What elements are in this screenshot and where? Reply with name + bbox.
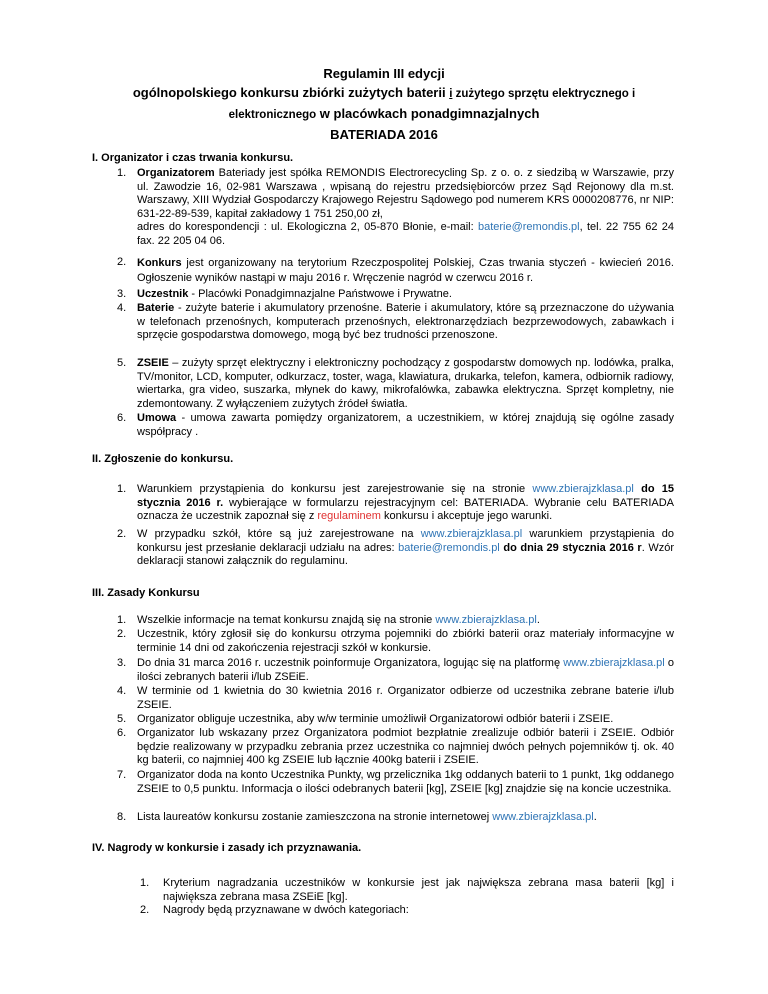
section-4-heading: IV. Nagrody w konkursie i zasady ich przyznawania. bbox=[92, 842, 362, 854]
title-line-3 bbox=[60, 104, 708, 125]
item-text: jest organizowany na terytorium Rzeczpospolitej Polskiej, Czas trwania styczeń - kwiecień 2016. Ogłoszenie wyników nastąpi w maju 2016 r. Wręczenie nagród w czerwcu 2016 r. bbox=[137, 257, 674, 284]
item-text: wybierające w formularzu rejestracyjnym cel: BATERIADA. Wybranie celu BATERIADA oznacza że uczestnik zapoznał się z bbox=[137, 496, 674, 523]
list-number: 1. bbox=[140, 877, 150, 889]
list-item bbox=[137, 811, 682, 825]
list-item bbox=[137, 483, 674, 524]
list-number: 6. bbox=[117, 412, 127, 424]
list-item bbox=[137, 614, 674, 628]
list-number: 2. bbox=[117, 528, 127, 540]
item-text: o ilości zebranych baterii i/lub ZSEiE. bbox=[137, 657, 674, 683]
document-title bbox=[60, 64, 708, 144]
title-line-2b: i bbox=[449, 88, 453, 100]
regulamin-link[interactable]: regulaminem bbox=[317, 510, 381, 523]
list-number: 2. bbox=[117, 256, 127, 268]
item-text: - Placówki Ponadgimnazjalne Państwowe i Prywatne. bbox=[188, 288, 452, 300]
title-line-3b: w placówkach ponadgimnazjalnych bbox=[316, 106, 540, 121]
website-link[interactable]: www.zbierajzklasa.pl bbox=[420, 528, 523, 540]
term: Baterie bbox=[137, 302, 175, 314]
item-text: Do dnia 31 marca 2016 r. uczestnik poinformuje Organizatora, logując się na platformę bbox=[137, 657, 564, 669]
list-number: 2. bbox=[117, 628, 127, 640]
list-item bbox=[137, 528, 674, 569]
list-number: 3. bbox=[117, 657, 127, 669]
list-number: 6. bbox=[117, 727, 127, 739]
list-number: 1. bbox=[117, 167, 127, 179]
list-item bbox=[137, 357, 674, 411]
list-number: 7. bbox=[117, 769, 127, 781]
list-item: W terminie od 1 kwietnia do 30 kwietnia 2016 r. Organizator odbierze od uczestnika zebrane baterie i/lub ZSEIE. bbox=[137, 685, 674, 711]
deadline: do 15 stycznia 2016 r. bbox=[137, 483, 674, 509]
title-line-2 bbox=[60, 83, 708, 104]
item-text: Lista laureatów konkursu zostanie zamieszczona na stronie internetowej bbox=[137, 811, 493, 823]
title-line-3a: elektronicznego bbox=[228, 109, 317, 121]
list-number: 4. bbox=[117, 685, 127, 697]
item-text: , tel. 22 755 62 24 fax. 22 205 04 06. bbox=[137, 221, 674, 247]
email-link[interactable]: baterie@remondis.pl bbox=[398, 541, 500, 554]
email-link[interactable]: baterie@remondis.pl bbox=[477, 221, 580, 234]
website-link[interactable]: www.zbierajzklasa.pl bbox=[435, 614, 537, 626]
item-text: . bbox=[593, 811, 597, 823]
list-number: 5. bbox=[117, 713, 127, 725]
title-line-1: Regulamin III edycji bbox=[323, 66, 445, 81]
list-number: 2. bbox=[140, 904, 150, 916]
list-item bbox=[137, 288, 674, 302]
list-item: Organizator doda na konto Uczestnika Punkty, wg przelicznika 1kg oddanych baterii to 1 punkt, 1kg oddanego ZSEIE to 0,5 punktu. Informacja o ilości odebranych baterii [kg], ZSEIE [kg] znajdzie się na koncie uczestnika. bbox=[137, 769, 674, 795]
website-link[interactable]: www.zbierajzklasa.pl bbox=[563, 657, 665, 669]
title-line-2a: ogólnopolskiego konkursu zbiórki zużytych baterii bbox=[132, 85, 450, 100]
list-item bbox=[137, 412, 674, 439]
item-text: – zużyty sprzęt elektryczny i elektroniczny pochodzący z gospodarstw domowych np. lodówka, pralka, TV/monitor, LCD, komputer, odkurzacz, toster, waga, klawiatura, drukarka, telefon, kamera, odbiornik radiowy, wiertarka, gra video, suszarka, młynek do kawy, mikrofalówka, zabawka elektryczna. Sprzęt kompletny, nie zdemontowany. Z wyłączeniem zużytych źródeł światła. bbox=[137, 357, 674, 410]
item-text: - umowa zawarta pomiędzy organizatorem, a uczestnikiem, w której znajdują się ogólne zasady współpracy . bbox=[137, 412, 674, 438]
list-item: Kryterium nagradzania uczestników w konkursie jest jak największa zebrana masa baterii [kg] i największa zebrana masa ZSEiE [kg]. bbox=[163, 877, 674, 903]
item-text: . bbox=[536, 614, 540, 626]
section-3-heading: III. Zasady Konkursu bbox=[92, 587, 200, 599]
title-line-4: BATERIADA 2016 bbox=[330, 127, 438, 142]
list-number: 3. bbox=[117, 288, 127, 300]
item-text: . Wzór deklaracji stanowi załącznik do regulaminu. bbox=[137, 541, 675, 568]
term: Uczestnik bbox=[137, 288, 189, 300]
list-item bbox=[137, 657, 674, 684]
term: ZSEIE bbox=[137, 357, 169, 369]
section-2-heading: II. Zgłoszenie do konkursu. bbox=[92, 453, 234, 465]
list-item bbox=[137, 302, 674, 343]
list-item: Organizator lub wskazany przez Organizatora podmiot bezpłatnie zrealizuje odbiór baterii i ZSEIE. Odbiór będzie realizowany w przypadku zebrania przez uczestnika co najmniej dwóch pełnych pojemników tj. ok. 40 kg baterii, co najmniej 400 kg ZSEIE lub łącznie 400kg baterii i ZSEIE. bbox=[137, 727, 674, 767]
deadline: do dnia 29 stycznia 2016 r bbox=[499, 541, 642, 554]
item-text: konkursu i akceptuje jego warunki. bbox=[380, 510, 553, 523]
item-text: Bateriady jest spółka REMONDIS Electrorecycling Sp. z o. o. z siedzibą w Warszawie, przy ul. Zawodzie 16, 02-981 Warszawa , wpisaną do rejestru przedsiębiorców przez Sąd Rejonowy dla m.st. Warszawy, XIII Wydział Gospodarczy Krajowego Rejestru Sądowego pod numerem KRS 0000208776, nr NIP: 631-22-89-539, kapitał zakładowy 1 751 250,00 zł, bbox=[137, 167, 674, 220]
list-number: 8. bbox=[117, 811, 127, 823]
term: Umowa bbox=[137, 412, 177, 424]
list-number: 4. bbox=[117, 302, 127, 314]
website-link[interactable]: www.zbierajzklasa.pl bbox=[532, 483, 634, 495]
list-number: 1. bbox=[117, 483, 127, 495]
item-text: - zużyte baterie i akumulatory przenośne. Baterie i akumulatory, które są przeznaczone do używania w telefonach przenośnych, komputerach przenośnych, elektronarzędziach bezprzewodowych, zabawkach i sprzęcie gospodarstwa domowego, mogą być bez trudności przenoszone. bbox=[137, 302, 674, 342]
item-text: adres do korespondencji : ul. Ekologiczna 2, 05-870 Błonie, e-mail: bbox=[137, 221, 478, 234]
term: Organizatorem bbox=[137, 167, 215, 179]
list-item: Organizator obliguje uczestnika, aby w/w terminie umożliwił Organizatorowi odbiór baterii i ZSEIE. bbox=[137, 713, 614, 725]
list-item bbox=[137, 256, 674, 286]
item-text: Warunkiem przystąpienia do konkursu jest zarejestrowanie się na stronie bbox=[137, 483, 533, 495]
item-text: W przypadku szkół, które są już zarejestrowane na bbox=[137, 528, 421, 540]
list-item: Nagrody będą przyznawane w dwóch kategoriach: bbox=[163, 904, 409, 916]
list-number: 1. bbox=[117, 614, 127, 626]
item-text: warunkiem przystąpienia do konkursu jest przesłanie deklaracji udziału na adres: bbox=[137, 528, 674, 554]
website-link[interactable]: www.zbierajzklasa.pl bbox=[492, 811, 594, 823]
item-text: Wszelkie informacje na temat konkursu znajdą się na stronie bbox=[137, 614, 436, 626]
title-line-2c: zużytego sprzętu elektrycznego i bbox=[452, 88, 636, 100]
section-1-heading: I. Organizator i czas trwania konkursu. bbox=[92, 152, 294, 164]
list-item: Uczestnik, który zgłosił się do konkursu otrzyma pojemniki do zbiórki baterii oraz materiały informacyjne w terminie 14 dni od zakończenia rejestracji szkół w konkursie. bbox=[137, 628, 674, 654]
list-number: 5. bbox=[117, 357, 127, 369]
list-item bbox=[137, 167, 674, 249]
term: Konkurs bbox=[137, 257, 182, 269]
